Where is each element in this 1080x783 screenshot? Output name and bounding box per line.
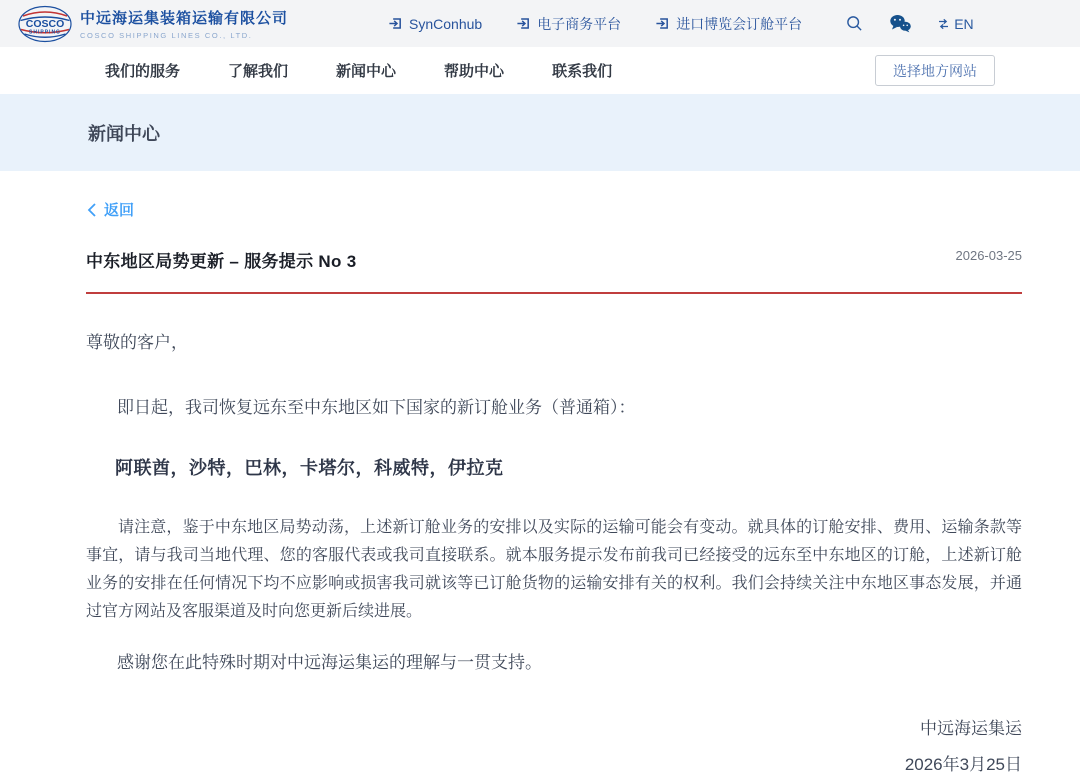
notice-text: 请注意，鉴于中东地区局势动荡，上述新订舱业务的安排以及实际的运输可能会有变动。就具体的订舱安排、费用、运输条款等事宜，请与我司当地代理、您的客服代表或我司直接联系。就本服务提示发布前我司已经接受的远东至中东地区的订舱，上述新订舱业务的安排在任何情况下均不应影响或损害我司就该等已订舱货物的运输安排有关的权利。我们会持续关注中东地区事态发展，并通过官方网站及客服渠道及时向您更新后续进展。 [86,518,1022,620]
link-label: 电子商务平台 [537,15,622,32]
back-link[interactable] [86,199,134,220]
signature-block [86,711,1022,783]
link-synconhub[interactable] [388,16,482,32]
countries-text: 阿联酋，沙特，巴林，卡塔尔，科威特，伊拉克 [115,457,504,478]
logo[interactable] [18,5,288,43]
red-divider [86,292,1022,294]
nav-item-news[interactable]: 新闻中心 [336,63,397,80]
thanks-text: 感谢您在此特殊时期对中远海运集运的理解与一贯支持。 [117,652,542,672]
link-expo-booking-platform[interactable] [655,14,802,34]
article-date: 2026-03-25 [955,247,1022,263]
back-label: 返回 [104,202,135,219]
login-icon [516,16,531,31]
page-title: 新闻中心 [88,123,160,144]
chevron-left-icon [86,202,97,218]
login-icon [388,16,403,31]
language-switcher[interactable] [938,16,973,32]
greeting-text: 尊敬的客户， [86,332,188,352]
search-icon[interactable] [846,15,863,32]
nav-items [105,60,612,81]
cosco-shipping-logo-icon [18,5,72,43]
select-region-site-button[interactable]: 选择地方网站 [875,55,995,86]
nav-item-help[interactable]: 帮助中心 [444,63,505,80]
language-icon [938,18,949,30]
company-name-en: COSCO SHIPPING LINES CO., LTD. [80,31,253,40]
article-title-row [86,247,1022,272]
link-label: 进口博览会订舱平台 [676,15,803,32]
signature-name: 中远海运集运 [920,718,1022,738]
top-icon-group [846,14,973,33]
language-label: EN [954,15,974,32]
intro-text: 即日起，我司恢复远东至中东地区如下国家的新订舱业务（普通箱）： [117,397,636,417]
signature-date: 2026年3月25日 [904,754,1022,774]
top-platform-links [388,14,802,34]
top-utility-bar [0,0,1080,47]
link-label: SynConhub [409,15,483,32]
page-banner [0,94,1080,171]
wechat-icon[interactable] [889,14,912,33]
link-ecommerce-platform[interactable] [516,14,621,34]
nav-item-about[interactable]: 了解我们 [228,63,289,80]
article-content [0,171,1080,783]
svg-text:COSCO: COSCO [25,17,65,30]
main-navigation [0,47,1080,94]
nav-item-services[interactable]: 我们的服务 [105,63,181,80]
company-name-cn: 中远海运集装箱运输有限公司 [80,10,289,27]
login-icon [655,16,670,31]
article-title: 中东地区局势更新 – 服务提示 No 3 [86,251,357,271]
svg-text:SHIPPING: SHIPPING [29,29,61,35]
nav-item-contact[interactable]: 联系我们 [552,63,613,80]
